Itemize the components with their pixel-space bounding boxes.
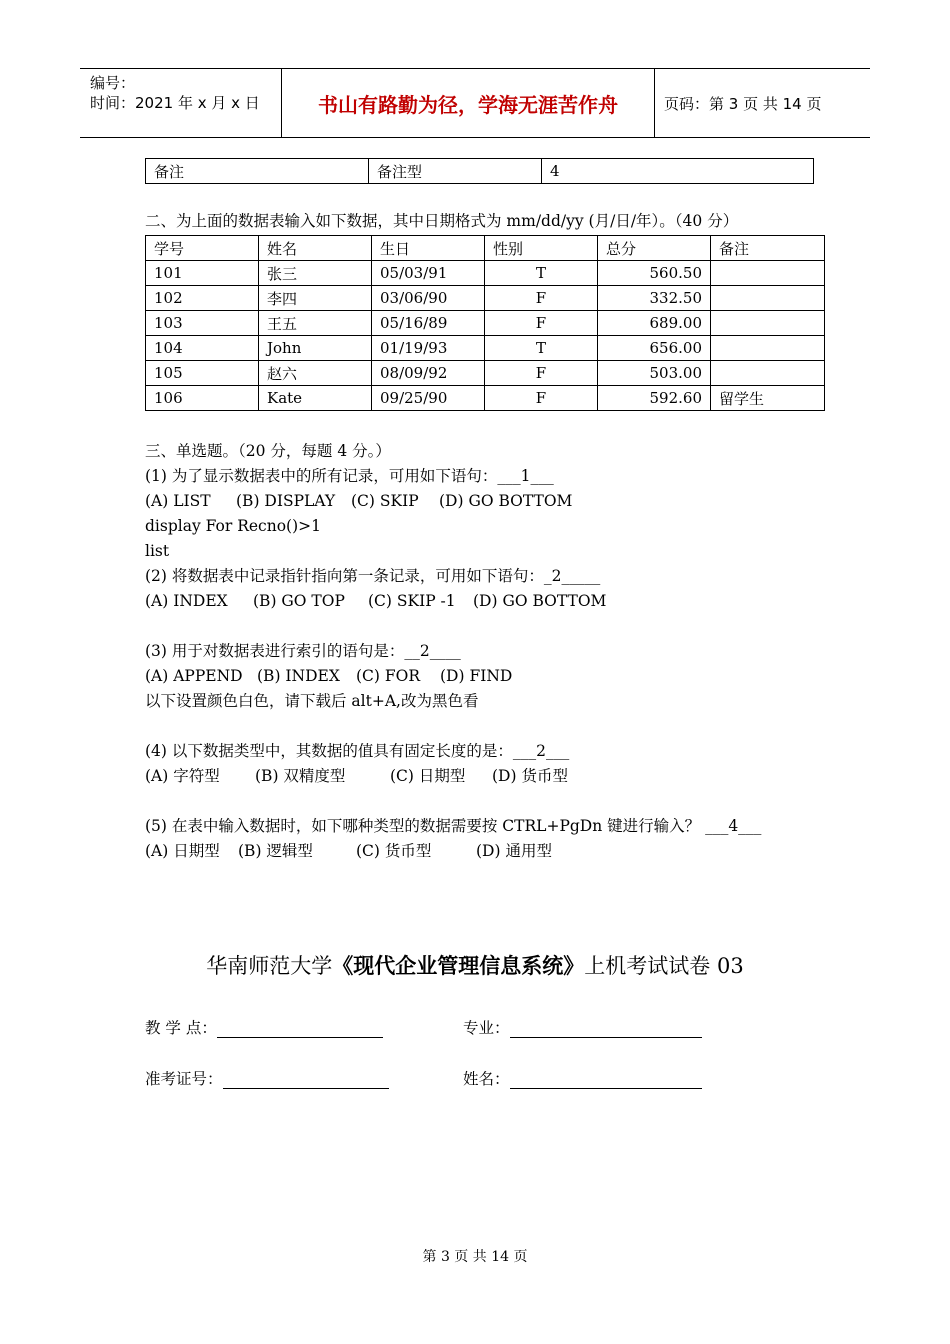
table-cell: 101 [146,261,259,286]
option: (A) LIST [145,492,211,510]
option: (C) SKIP [351,492,419,510]
site-field [145,1016,383,1038]
section3-heading: 三、单选题。（20 分，每题 4 分。） [145,442,391,460]
option: (B) 双精度型 [255,767,346,785]
exam-title-course: 《现代企业管理信息系统》 [332,953,585,978]
option: (A) 字符型 [145,767,220,785]
question-5-options [145,839,761,864]
option: (A) 日期型 [145,842,220,860]
code-line: display For Recno()>1 [145,517,321,535]
table-cell: 102 [146,286,259,311]
option: (C) SKIP -1 [368,592,456,610]
option: (C) 日期型 [390,767,466,785]
name-label: 姓名： [463,1070,510,1088]
table-cell [711,286,825,311]
table-header-row [146,236,825,261]
spacer [145,714,761,739]
major-blank[interactable] [510,1021,702,1038]
exam-id-field [145,1067,389,1089]
table-cell: 张三 [259,261,372,286]
table-cell [711,361,825,386]
table-cell: 592.60 [598,386,711,411]
question-5: (5) 在表中输入数据时，如下哪种类型的数据需要按 CTRL+PgDn 键进行输入？ ___4___ [145,817,762,835]
site-blank[interactable] [217,1021,383,1038]
table-cell: 王五 [259,311,372,336]
header-page-number: 页码：第 3 页 共 14 页 [664,95,822,113]
table-cell: 503.00 [598,361,711,386]
option: (D) GO BOTTOM [473,592,607,610]
exam-title-prefix: 华南师范大学 [206,954,333,978]
table-cell [711,336,825,361]
color-note: 以下设置颜色白色，请下载后 alt+A,改为黑色看 [145,692,479,710]
table-cell: John [259,336,372,361]
table-cell: 105 [146,361,259,386]
section2-heading: 二、为上面的数据表输入如下数据，其中日期格式为 mm/dd/yy (月/日/年）。（40 分） [145,212,739,230]
table-cell: F [485,361,598,386]
option: (D) 货币型 [492,767,568,785]
question-4-options [145,764,761,789]
table-cell: 106 [146,386,259,411]
column-header: 学号 [146,236,259,261]
column-header: 总分 [598,236,711,261]
table-cell: 332.50 [598,286,711,311]
table-cell: 560.50 [598,261,711,286]
table-cell: 赵六 [259,361,372,386]
code-line: list [145,542,170,560]
data-table [145,235,825,411]
field-table-fragment [145,158,814,184]
table-cell: 李四 [259,286,372,311]
table-cell: 689.00 [598,311,711,336]
exam-id-label: 准考证号： [145,1070,223,1088]
table-cell: 01/19/93 [372,336,485,361]
table-cell: 08/09/92 [372,361,485,386]
option: (A) APPEND [145,667,243,685]
option: (D) GO BOTTOM [439,492,573,510]
table-row [146,311,825,336]
exam-id-blank[interactable] [223,1072,389,1089]
header-divider [654,69,655,137]
option: (C) FOR [356,667,421,685]
header-motto: 书山有路勤为径，学海无涯苦作舟 [318,92,618,117]
table-cell [711,261,825,286]
table-cell: T [485,261,598,286]
serial-label: 编号： [90,74,136,92]
column-header: 姓名 [259,236,372,261]
option: (B) DISPLAY [236,492,336,510]
header-meta [90,73,260,113]
table-cell: 05/03/91 [372,261,485,286]
option: (B) GO TOP [253,592,345,610]
question-1-options [145,489,761,514]
spacer [145,789,761,814]
question-2-options [145,589,761,614]
question-1: (1) 为了显示数据表中的所有记录，可用如下语句：___1___ [145,467,554,485]
option: (B) 逻辑型 [238,842,313,860]
table-cell: 656.00 [598,336,711,361]
option: (B) INDEX [257,667,340,685]
table-cell: F [485,386,598,411]
site-label: 教 学 点： [145,1019,217,1037]
question-3: (3) 用于对数据表进行索引的语句是：__2____ [145,642,461,660]
table-row [146,261,825,286]
table-row [146,386,825,411]
exam-title-suffix: 上机考试试卷 03 [584,954,744,978]
table-cell [711,311,825,336]
table-cell: 备注型 [369,159,542,184]
question-3-options [145,664,761,689]
question-2: (2) 将数据表中记录指针指向第一条记录，可用如下语句：_2_____ [145,567,601,585]
option: (D) FIND [440,667,513,685]
column-header: 备注 [711,236,825,261]
question-4: (4) 以下数据类型中，其数据的值具有固定长度的是：___2___ [145,742,570,760]
table-cell: 4 [542,159,814,184]
page-footer: 第 3 页 共 14 页 [422,1249,528,1265]
major-label: 专业： [463,1019,510,1037]
table-cell: F [485,286,598,311]
section3-block [145,439,761,864]
date-text: 时间：2021 年 x 月 x 日 [90,94,260,112]
table-cell: F [485,311,598,336]
table-cell: T [485,336,598,361]
major-field [463,1016,702,1038]
table-cell: 103 [146,311,259,336]
table-cell: 留学生 [711,386,825,411]
exam-title [0,950,950,980]
spacer [145,614,761,639]
column-header: 性别 [485,236,598,261]
column-header: 生日 [372,236,485,261]
name-blank[interactable] [510,1072,702,1089]
table-cell: 备注 [146,159,369,184]
table-row [146,159,814,184]
table-row [146,336,825,361]
name-field [463,1067,702,1089]
table-row [146,286,825,311]
table-row [146,361,825,386]
option: (D) 通用型 [476,842,552,860]
table-cell: 09/25/90 [372,386,485,411]
table-cell: Kate [259,386,372,411]
option: (A) INDEX [145,592,228,610]
table-cell: 03/06/90 [372,286,485,311]
table-cell: 104 [146,336,259,361]
table-cell: 05/16/89 [372,311,485,336]
page-header [80,68,870,138]
option: (C) 货币型 [356,842,432,860]
